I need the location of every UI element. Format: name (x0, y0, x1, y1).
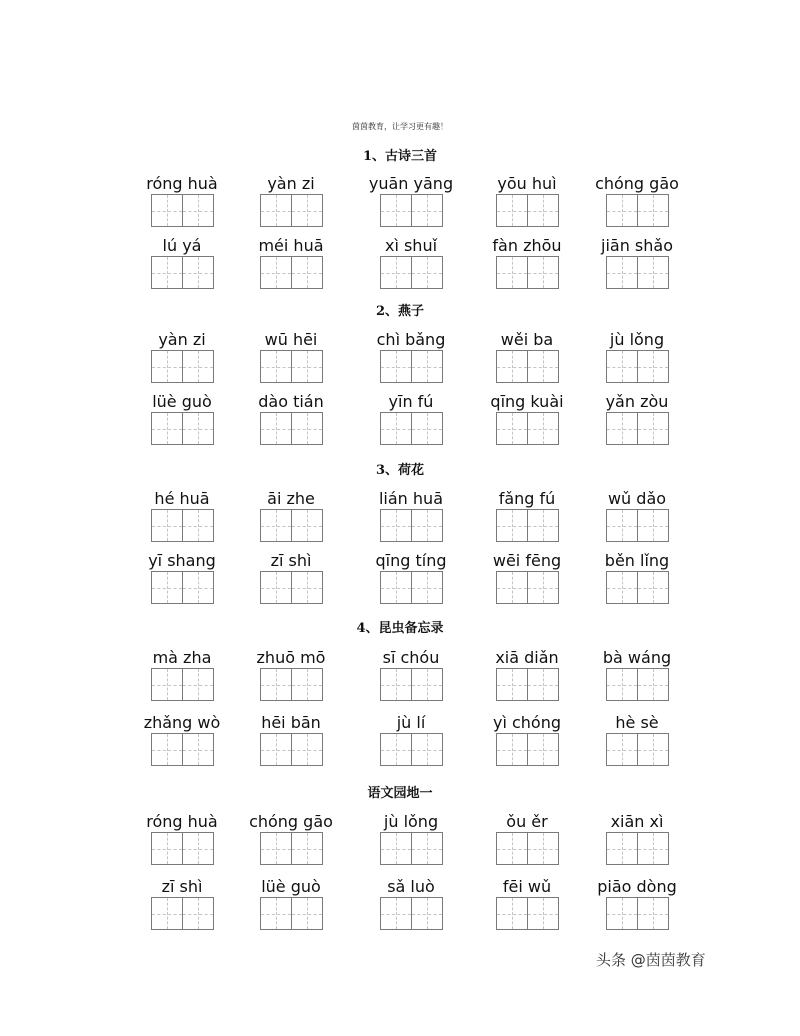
tianzige-box[interactable] (152, 572, 183, 603)
pinyin-label: sī chóu (382, 648, 440, 667)
pinyin-label: zī shì (270, 551, 312, 570)
tianzige-box[interactable] (183, 257, 214, 288)
writing-grid (496, 733, 559, 766)
pinyin-label: fēi wǔ (502, 877, 552, 896)
tianzige-box[interactable] (381, 351, 412, 382)
tianzige-box[interactable] (381, 898, 412, 929)
writing-grid (151, 509, 214, 542)
tianzige-box[interactable] (412, 195, 443, 226)
tianzige-box[interactable] (497, 669, 528, 700)
writing-grid (496, 832, 559, 865)
tianzige-box[interactable] (412, 572, 443, 603)
tianzige-box[interactable] (497, 413, 528, 444)
pinyin-label: yīn fú (388, 392, 434, 411)
tianzige-box[interactable] (292, 669, 323, 700)
writing-grid (380, 668, 443, 701)
pinyin-label: lián huā (378, 489, 443, 508)
tianzige-box[interactable] (183, 195, 214, 226)
tianzige-box[interactable] (638, 351, 669, 382)
pinyin-label: lú yá (162, 236, 202, 255)
tianzige-box[interactable] (497, 195, 528, 226)
section-title: 2、燕子 (375, 304, 425, 319)
pinyin-label: jiān shǎo (601, 236, 673, 255)
section-title: 3、荷花 (375, 463, 425, 478)
pinyin-label: xiā diǎn (495, 648, 559, 667)
tianzige-box[interactable] (607, 351, 638, 382)
pinyin-label: ǒu ěr (506, 812, 548, 831)
pinyin-label: yī shang (148, 551, 216, 570)
tianzige-box[interactable] (412, 413, 443, 444)
writing-grid (380, 194, 443, 227)
tianzige-box[interactable] (381, 833, 412, 864)
section-title: 1、古诗三首 (362, 149, 438, 164)
tianzige-box[interactable] (638, 833, 669, 864)
tianzige-box[interactable] (412, 833, 443, 864)
tianzige-box[interactable] (638, 572, 669, 603)
tianzige-box[interactable] (261, 833, 292, 864)
tianzige-box[interactable] (638, 413, 669, 444)
pinyin-label: wū hēi (264, 330, 318, 349)
pinyin-label: āi zhe (267, 489, 315, 508)
writing-grid (496, 897, 559, 930)
tianzige-box[interactable] (528, 898, 559, 929)
pinyin-label: jù lǒng (609, 330, 665, 349)
pinyin-label: zhuō mō (256, 648, 326, 667)
pinyin-label: yǎn zòu (605, 392, 669, 411)
writing-grid (606, 350, 669, 383)
pinyin-label: fǎng fú (498, 489, 556, 508)
tianzige-box[interactable] (528, 669, 559, 700)
tianzige-box[interactable] (261, 669, 292, 700)
writing-grid (496, 194, 559, 227)
pinyin-label: dào tián (258, 392, 324, 411)
writing-grid (496, 350, 559, 383)
page-header: 茵茵教育，让学习更有趣！ (352, 122, 448, 131)
writing-grid (606, 897, 669, 930)
writing-grid (606, 509, 669, 542)
writing-grid (380, 256, 443, 289)
watermark: 头条 @茵茵教育 (596, 951, 706, 969)
writing-grid (260, 733, 323, 766)
tianzige-box[interactable] (638, 898, 669, 929)
pinyin-label: mà zha (152, 648, 212, 667)
pinyin-label: fàn zhōu (492, 236, 562, 255)
pinyin-label: hè sè (615, 713, 659, 732)
writing-grid (151, 733, 214, 766)
writing-grid (496, 509, 559, 542)
writing-grid (606, 733, 669, 766)
pinyin-label: yàn zi (158, 330, 206, 349)
tianzige-box[interactable] (292, 257, 323, 288)
tianzige-box[interactable] (528, 510, 559, 541)
tianzige-box[interactable] (528, 413, 559, 444)
writing-grid (151, 571, 214, 604)
pinyin-label: qīng kuài (490, 392, 564, 411)
pinyin-label: wěi ba (500, 330, 554, 349)
tianzige-box[interactable] (152, 734, 183, 765)
tianzige-box[interactable] (261, 257, 292, 288)
tianzige-box[interactable] (183, 572, 214, 603)
writing-grid (606, 412, 669, 445)
tianzige-box[interactable] (261, 351, 292, 382)
tianzige-box[interactable] (528, 572, 559, 603)
pinyin-label: wǔ dǎo (607, 489, 667, 508)
tianzige-box[interactable] (183, 413, 214, 444)
tianzige-box[interactable] (381, 572, 412, 603)
tianzige-box[interactable] (528, 734, 559, 765)
pinyin-label: zī shì (161, 877, 203, 896)
writing-grid (151, 194, 214, 227)
writing-grid (606, 571, 669, 604)
pinyin-label: jù lí (396, 713, 426, 732)
tianzige-box[interactable] (607, 669, 638, 700)
tianzige-box[interactable] (152, 898, 183, 929)
pinyin-label: chì bǎng (376, 330, 446, 349)
tianzige-box[interactable] (183, 898, 214, 929)
tianzige-box[interactable] (638, 257, 669, 288)
writing-grid (606, 256, 669, 289)
writing-grid (380, 509, 443, 542)
tianzige-box[interactable] (292, 572, 323, 603)
writing-grid (496, 412, 559, 445)
writing-grid (260, 571, 323, 604)
tianzige-box[interactable] (638, 510, 669, 541)
tianzige-box[interactable] (412, 351, 443, 382)
tianzige-box[interactable] (261, 734, 292, 765)
pinyin-label: wēi fēng (492, 551, 562, 570)
tianzige-box[interactable] (183, 833, 214, 864)
pinyin-label: chóng gāo (249, 812, 333, 831)
tianzige-box[interactable] (381, 669, 412, 700)
pinyin-label: qīng tíng (375, 551, 447, 570)
writing-grid (260, 194, 323, 227)
tianzige-box[interactable] (152, 195, 183, 226)
writing-grid (380, 412, 443, 445)
tianzige-box[interactable] (607, 734, 638, 765)
pinyin-label: bà wáng (602, 648, 672, 667)
pinyin-label: lüè guò (261, 877, 321, 896)
pinyin-label: sǎ luò (387, 877, 435, 896)
tianzige-box[interactable] (607, 257, 638, 288)
tianzige-box[interactable] (497, 572, 528, 603)
pinyin-label: yuān yāng (368, 174, 454, 193)
tianzige-box[interactable] (412, 898, 443, 929)
writing-grid (380, 571, 443, 604)
writing-grid (151, 668, 214, 701)
pinyin-label: xiān xì (610, 812, 664, 831)
tianzige-box[interactable] (412, 510, 443, 541)
tianzige-box[interactable] (183, 510, 214, 541)
writing-grid (260, 350, 323, 383)
tianzige-box[interactable] (292, 351, 323, 382)
tianzige-box[interactable] (497, 898, 528, 929)
tianzige-box[interactable] (183, 351, 214, 382)
tianzige-box[interactable] (497, 351, 528, 382)
writing-grid (496, 668, 559, 701)
pinyin-label: piāo dòng (597, 877, 677, 896)
writing-grid (380, 832, 443, 865)
tianzige-box[interactable] (292, 195, 323, 226)
writing-grid (151, 256, 214, 289)
tianzige-box[interactable] (152, 669, 183, 700)
writing-grid (260, 256, 323, 289)
pinyin-label: běn lǐng (604, 551, 670, 570)
tianzige-box[interactable] (381, 413, 412, 444)
writing-grid (260, 509, 323, 542)
writing-grid (260, 832, 323, 865)
tianzige-box[interactable] (152, 351, 183, 382)
tianzige-box[interactable] (292, 413, 323, 444)
pinyin-label: xì shuǐ (384, 236, 438, 255)
tianzige-box[interactable] (381, 195, 412, 226)
writing-grid (606, 832, 669, 865)
writing-grid (380, 897, 443, 930)
tianzige-box[interactable] (607, 510, 638, 541)
tianzige-box[interactable] (292, 898, 323, 929)
tianzige-box[interactable] (528, 833, 559, 864)
tianzige-box[interactable] (183, 734, 214, 765)
tianzige-box[interactable] (607, 195, 638, 226)
tianzige-box[interactable] (497, 257, 528, 288)
pinyin-label: chóng gāo (595, 174, 679, 193)
writing-grid (151, 350, 214, 383)
writing-grid (380, 733, 443, 766)
tianzige-box[interactable] (638, 669, 669, 700)
pinyin-label: róng huà (146, 174, 218, 193)
tianzige-box[interactable] (152, 413, 183, 444)
tianzige-box[interactable] (607, 833, 638, 864)
tianzige-box[interactable] (412, 734, 443, 765)
tianzige-box[interactable] (261, 195, 292, 226)
pinyin-label: méi huā (258, 236, 324, 255)
tianzige-box[interactable] (261, 572, 292, 603)
pinyin-label: hēi bān (261, 713, 321, 732)
writing-grid (260, 668, 323, 701)
tianzige-box[interactable] (607, 413, 638, 444)
tianzige-box[interactable] (528, 257, 559, 288)
tianzige-box[interactable] (261, 510, 292, 541)
pinyin-label: yōu huì (497, 174, 557, 193)
tianzige-box[interactable] (292, 734, 323, 765)
tianzige-box[interactable] (528, 351, 559, 382)
tianzige-box[interactable] (497, 510, 528, 541)
writing-grid (496, 571, 559, 604)
tianzige-box[interactable] (261, 898, 292, 929)
tianzige-box[interactable] (497, 734, 528, 765)
tianzige-box[interactable] (497, 833, 528, 864)
writing-grid (260, 412, 323, 445)
writing-grid (260, 897, 323, 930)
section-title: 语文园地一 (367, 786, 433, 801)
writing-grid (380, 350, 443, 383)
tianzige-box[interactable] (638, 734, 669, 765)
writing-grid (151, 412, 214, 445)
tianzige-box[interactable] (607, 898, 638, 929)
pinyin-label: lüè guò (152, 392, 212, 411)
tianzige-box[interactable] (412, 257, 443, 288)
tianzige-box[interactable] (152, 257, 183, 288)
tianzige-box[interactable] (292, 510, 323, 541)
writing-grid (151, 832, 214, 865)
tianzige-box[interactable] (638, 195, 669, 226)
pinyin-label: róng huà (146, 812, 218, 831)
tianzige-box[interactable] (292, 833, 323, 864)
tianzige-box[interactable] (381, 734, 412, 765)
writing-grid (606, 194, 669, 227)
pinyin-label: jù lǒng (383, 812, 439, 831)
pinyin-label: hé huā (154, 489, 210, 508)
tianzige-box[interactable] (183, 669, 214, 700)
tianzige-box[interactable] (412, 669, 443, 700)
writing-grid (496, 256, 559, 289)
writing-grid (606, 668, 669, 701)
tianzige-box[interactable] (607, 572, 638, 603)
writing-grid (151, 897, 214, 930)
tianzige-box[interactable] (381, 257, 412, 288)
pinyin-label: yàn zi (267, 174, 315, 193)
section-title: 4、昆虫备忘录 (356, 621, 444, 636)
pinyin-label: zhǎng wò (143, 713, 221, 732)
tianzige-box[interactable] (528, 195, 559, 226)
tianzige-box[interactable] (261, 413, 292, 444)
tianzige-box[interactable] (152, 833, 183, 864)
tianzige-box[interactable] (381, 510, 412, 541)
tianzige-box[interactable] (152, 510, 183, 541)
pinyin-label: yì chóng (492, 713, 562, 732)
